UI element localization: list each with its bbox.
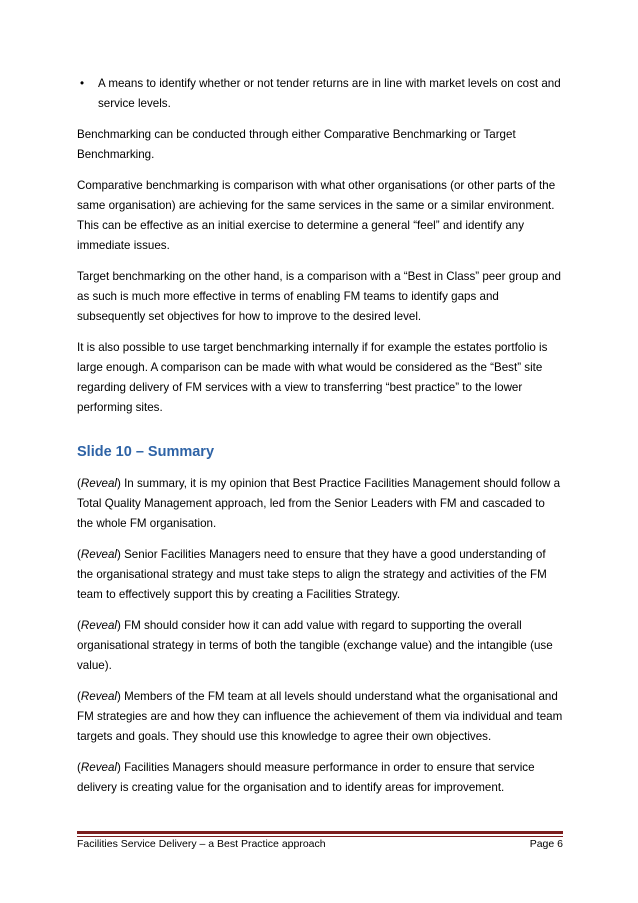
summary-paragraph xyxy=(77,758,563,798)
summary-paragraph xyxy=(77,616,563,676)
reveal-label: Reveal xyxy=(80,690,117,703)
summary-text: FM should consider how it can add value with regard to supporting the overall organisational strategy in terms of both the tangible (exchange value) and the intangible (use value). xyxy=(77,619,553,672)
summary-paragraph xyxy=(77,687,563,747)
paren-close: ) xyxy=(116,619,121,632)
paren-close: ) xyxy=(116,477,121,490)
paragraph-target: Target benchmarking on the other hand, is a comparison with a “Best in Class” peer group and as such is much more effective in terms of enabling FM teams to identify gaps and subsequently set objectives for how to improve to the desired level. xyxy=(77,270,561,323)
paren-close: ) xyxy=(116,548,121,561)
section-heading: Slide 10 – Summary xyxy=(77,444,215,460)
paren-close: ) xyxy=(116,761,121,774)
bullet-item xyxy=(77,74,563,114)
summary-text: Senior Facilities Managers need to ensure that they have a good understanding of the organisational strategy and must take steps to align the strategy and activities of the FM team to effectively support this by creating a Facilities Strategy. xyxy=(77,548,547,601)
page-number: Page 6 xyxy=(529,838,563,850)
summary-text: Facilities Managers should measure performance in order to ensure that service delivery is creating value for the organisation and to identify areas for improvement. xyxy=(77,761,535,794)
paren-open: ( xyxy=(77,619,81,632)
paren-open: ( xyxy=(77,690,81,703)
reveal-label: Reveal xyxy=(80,477,117,490)
paragraph-comparative: Comparative benchmarking is comparison with what other organisations (or other parts of the same organisation) are achieving for the same services in the same or a similar environment. This can be effective as an initial exercise to determine a general “feel” and identify any immediate issues. xyxy=(77,179,556,252)
reveal-label: Reveal xyxy=(80,548,117,561)
summary-paragraph xyxy=(77,474,563,534)
summary-paragraph xyxy=(77,545,563,605)
paren-open: ( xyxy=(77,477,81,490)
footer-title: Facilities Service Delivery – a Best Practice approach xyxy=(77,838,326,850)
bullet-icon: • xyxy=(80,77,85,90)
paren-open: ( xyxy=(77,548,81,561)
paragraph-benchmarking-types: Benchmarking can be conducted through either Comparative Benchmarking or Target Benchmarking. xyxy=(77,128,516,161)
reveal-label: Reveal xyxy=(80,761,117,774)
footer-rule-thin xyxy=(77,836,563,837)
bullet-text: A means to identify whether or not tender returns are in line with market levels on cost and service levels. xyxy=(98,77,561,110)
paren-open: ( xyxy=(77,761,81,774)
footer-rule-thick xyxy=(77,831,563,834)
reveal-label: Reveal xyxy=(80,619,117,632)
paren-close: ) xyxy=(116,690,121,703)
page-body xyxy=(77,74,563,809)
page-footer xyxy=(77,838,563,850)
summary-text: In summary, it is my opinion that Best Practice Facilities Management should follow a Total Quality Management approach, led from the Senior Leaders with FM and cascaded to the whole FM organisation. xyxy=(77,477,561,530)
paragraph-internal: It is also possible to use target benchmarking internally if for example the estates portfolio is large enough. A comparison can be made with what would be considered as the “Best” site regarding delivery of FM services with a view to transferring “best practice” to the lower performing sites. xyxy=(77,341,548,414)
summary-text: Members of the FM team at all levels should understand what the organisational and FM strategies are and how they can influence the achievement of them via individual and team targets and goals. They should use this knowledge to agree their own objectives. xyxy=(77,690,563,743)
